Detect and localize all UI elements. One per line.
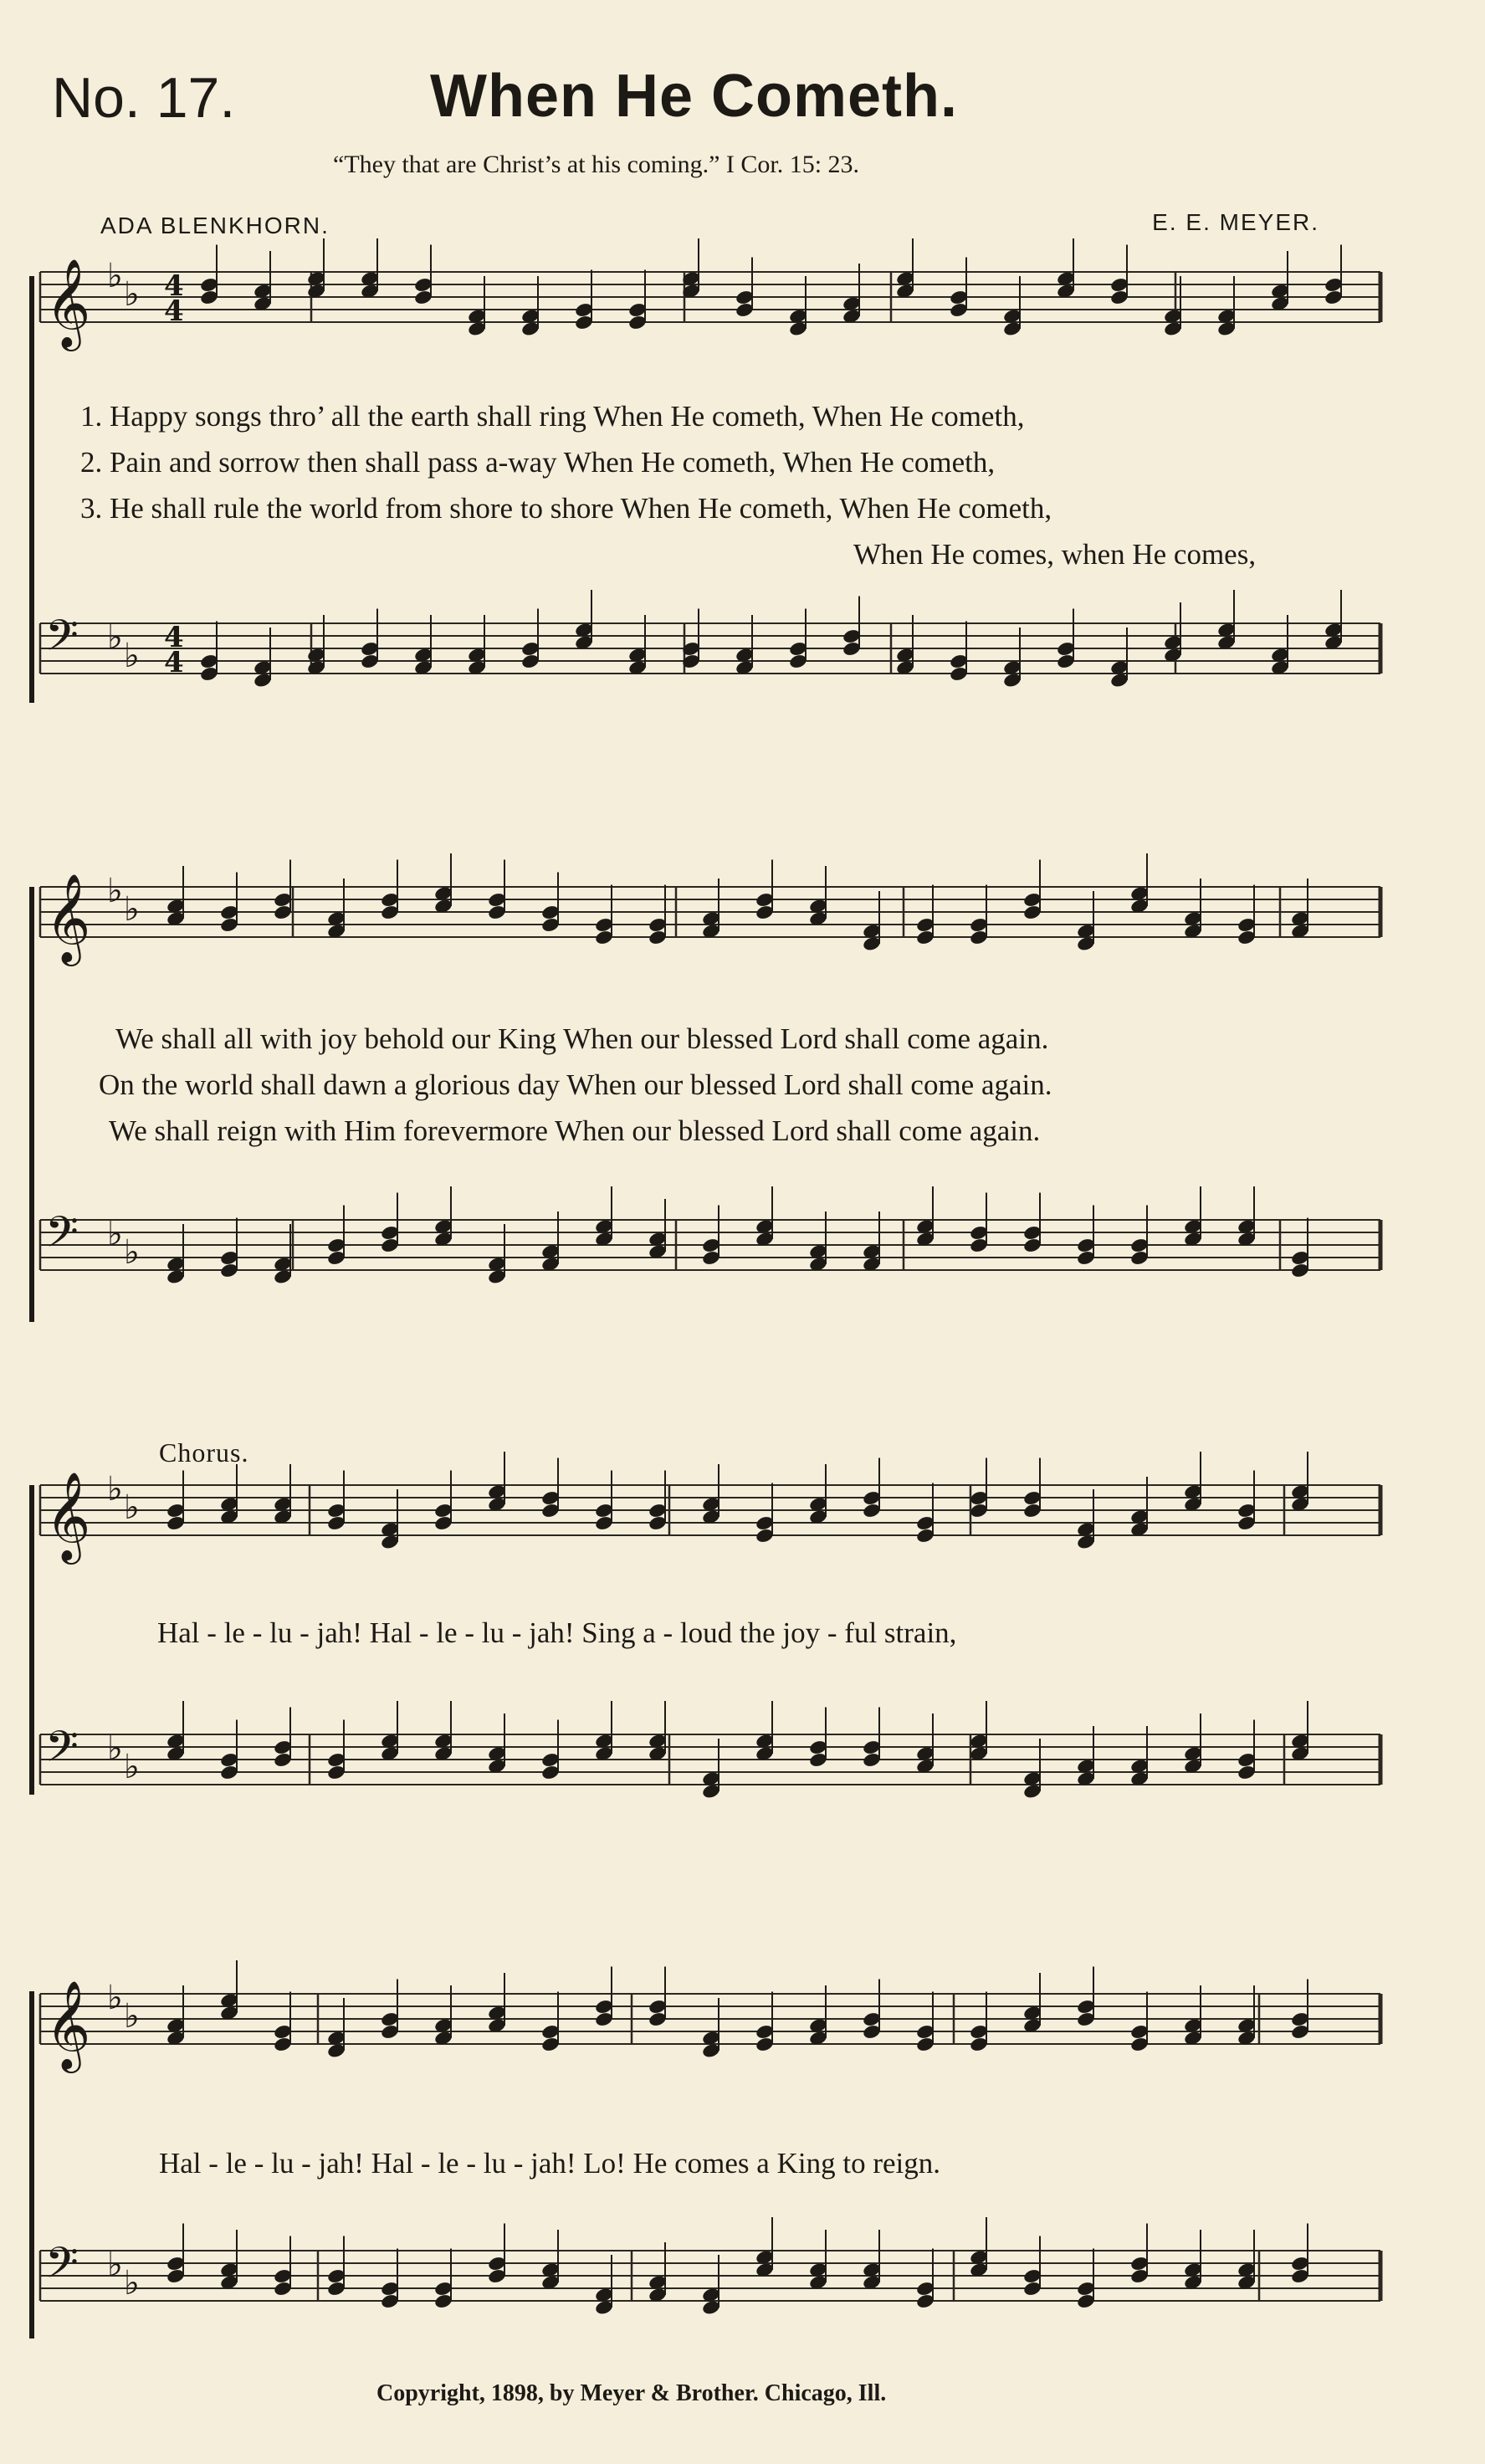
flat-icon: ♭ [124, 890, 140, 929]
verse-1-line-a: 1. Happy songs thro’ all the earth shall ring When He cometh, When He cometh, [80, 400, 1025, 433]
flat-icon: ♭ [124, 1748, 140, 1786]
chorus-lyric-line-2: Hal - le - lu - jah! Hal - le - lu - jah! Lo! He comes a King to reign. [159, 2147, 940, 2180]
treble-clef-icon: 𝄞 [45, 1980, 91, 2069]
clefs-and-time [45, 257, 184, 2303]
lyricist-credit: ADA BLENKHORN. [100, 213, 330, 238]
copyright-notice: Copyright, 1898, by Meyer & Brother. Chicago, Ill. [376, 2380, 887, 2406]
flat-icon: ♭ [107, 2246, 123, 2284]
treble-clef-icon: 𝄞 [45, 258, 91, 347]
flat-icon: ♭ [107, 1979, 123, 2017]
bass-clef-icon: 𝄢 [45, 1721, 79, 1782]
flat-icon: ♭ [124, 275, 140, 314]
staff-lines [40, 272, 1380, 2301]
flat-icon: ♭ [107, 872, 123, 910]
flat-icon: ♭ [124, 1997, 140, 2036]
time-signature-icon: 4 [164, 621, 184, 654]
flat-icon: ♭ [124, 1233, 140, 1272]
time-signature-icon: 4 [164, 646, 184, 679]
treble-clef-icon: 𝄞 [45, 873, 91, 962]
flat-icon: ♭ [124, 2264, 140, 2303]
flat-icon: ♭ [107, 618, 123, 657]
flat-icon: ♭ [107, 1470, 123, 1509]
hymn-number: No. 17. [52, 66, 236, 130]
flat-icon: ♭ [124, 1488, 140, 1527]
chorus-lyric-line-1: Hal - le - lu - jah! Hal - le - lu - jah! Sing a - loud the joy - ful strain, [157, 1616, 957, 1649]
verse-2-line-b: On the world shall dawn a glorious day When our blessed Lord shall come again. [99, 1068, 1052, 1101]
verse-3-line-a: 3. He shall rule the world from shore to shore When He cometh, When He cometh, [80, 492, 1052, 525]
scripture-epigraph: “They that are Christ’s at his coming.” I Cor. 15: 23. [333, 151, 860, 178]
flat-icon: ♭ [107, 1215, 123, 1253]
flat-icon: ♭ [124, 637, 140, 675]
treble-clef-icon: 𝄞 [45, 1471, 91, 1560]
hymn-title: When He Cometh. [430, 63, 959, 130]
flat-icon: ♭ [107, 1729, 123, 1768]
note-heads [166, 238, 1344, 2316]
composer-credit: E. E. MEYER. [1152, 209, 1319, 235]
flat-icon: ♭ [107, 257, 123, 295]
verse-1-line-b: We shall all with joy behold our King When our blessed Lord shall come again. [115, 1022, 1049, 1055]
bass-clef-icon: 𝄢 [45, 610, 79, 671]
bass-clef-icon: 𝄢 [45, 1206, 79, 1268]
verse-3-line-b: We shall reign with Him forevermore When our blessed Lord shall come again. [109, 1114, 1041, 1147]
chorus-label: Chorus. [159, 1437, 249, 1468]
bass-clef-icon: 𝄢 [45, 2237, 79, 2298]
verse-echo-line: When He comes, when He comes, [853, 538, 1257, 571]
time-signature-icon: 4 [164, 269, 184, 303]
bar-lines [40, 272, 1380, 2301]
time-signature-icon: 4 [164, 295, 184, 328]
verse-2-line-a: 2. Pain and sorrow then shall pass a-way When He cometh, When He cometh, [80, 446, 996, 479]
